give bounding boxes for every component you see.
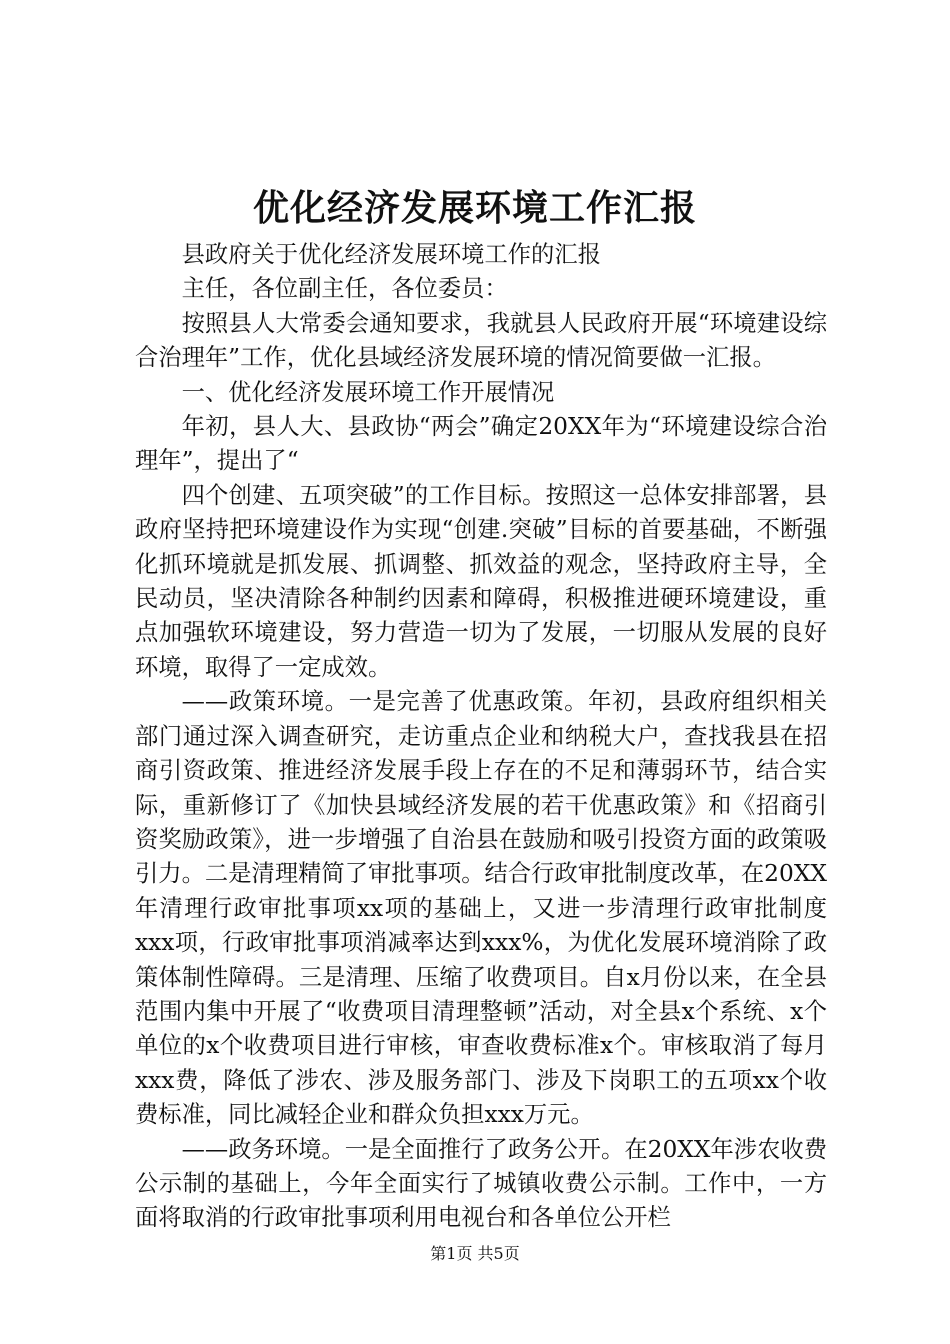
document-body bbox=[135, 238, 827, 1236]
paragraph-policy-environment: ——政策环境。一是完善了优惠政策。年初，县政府组织相关部门通过深入调查研究，走访重点企业和纳税大户，查找我县在招商引资政策、推进经济发展手段上存在的不足和薄弱环节，结合实际，重新修订了《加快县域经济发展的若干优惠政策》和《招商引资奖励政策》，进一步增强了自治县在鼓励和吸引投资方面的政策吸引力。二是清理精简了审批事项。结合行政审批制度改革，在20XX年清理行政审批事项xx项的基础上，又进一步清理行政审批制度xxx项，行政审批事项消减率达到xxx%，为优化发展环境消除了政策体制性障碍。三是清理、压缩了收费项目。自x月份以来，在全县范围内集中开展了“收费项目清理整顿”活动，对全县x个系统、x个单位的x个收费项目进行审核，审查收费标准x个。审核取消了每月xxx费，降低了涉农、涉及服务部门、涉及下岗职工的五项xx个收费标准，同比减轻企业和群众负担xxx万元。 bbox=[135, 688, 827, 1129]
page-number-footer: 第1页 共5页 bbox=[430, 1244, 520, 1263]
paragraph-government-environment: ——政务环境。一是全面推行了政务公开。在20XX年涉农收费公示制的基础上，今年全面实行了城镇收费公示制。工作中，一方面将取消的行政审批事项利用电视台和各单位公开栏 bbox=[135, 1135, 827, 1232]
section-heading-1: 一、优化经济发展环境工作开展情况 bbox=[181, 378, 555, 406]
paragraph-intro: 按照县人大常委会通知要求，我就县人民政府开展“环境建设综合治理年”工作，优化县域经济发展环境的情况简要做一汇报。 bbox=[135, 309, 827, 372]
paragraph-year-start: 年初，县人大、县政协“两会”确定20XX年为“环境建设综合治理年”，提出了“ bbox=[135, 413, 827, 475]
paragraph-salutation: 主任，各位副主任，各位委员： bbox=[181, 275, 508, 303]
paragraph-goals: 四个创建、五项突破”的工作目标。按照这一总体安排部署，县政府坚持把环境建设作为实现“创建.突破”目标的首要基础，不断强化抓环境就是抓发展、抓调整、抓效益的观念，坚持政府主导，全民动员，坚决清除各种制约因素和障碍，积极推进硬环境建设，重点加强软环境建设，努力营造一切为了发展，一切服从发展的良好环境，取得了一定成效。 bbox=[135, 481, 827, 681]
document-title: 优化经济发展环境工作汇报 bbox=[252, 187, 697, 229]
paragraph-subtitle: 县政府关于优化经济发展环境工作的汇报 bbox=[181, 241, 601, 268]
